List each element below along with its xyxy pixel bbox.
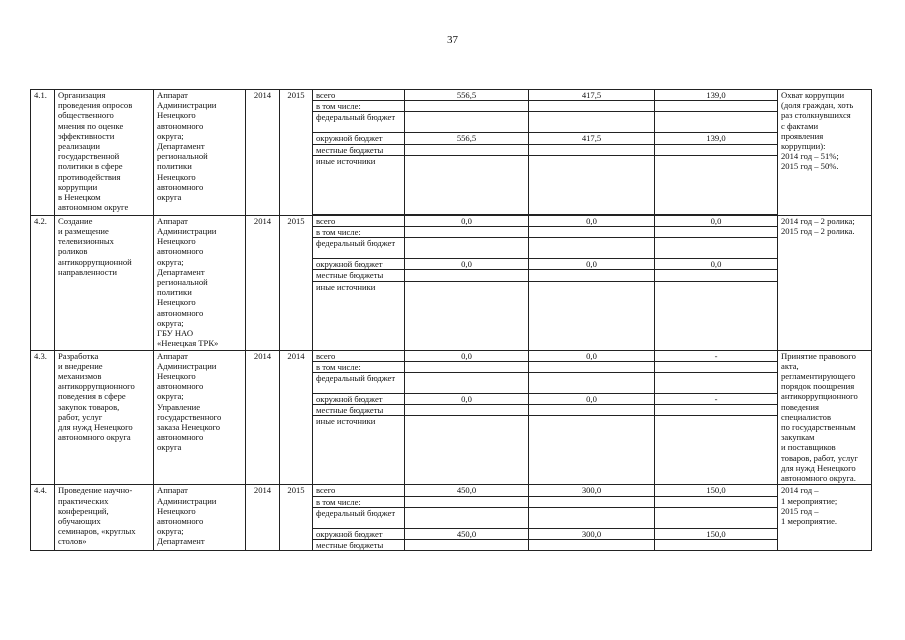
page-number: 37 [447,34,458,46]
total-value: 450,0 [405,485,529,496]
total-value: 150,0 [655,485,778,496]
district-value: 556,5 [405,133,529,144]
district-value: 0,0 [529,394,655,405]
item-executor: Аппарат Администрации Ненецкого автономного округа; Департамент региональной политики Ненецкого автономного округа [154,90,246,216]
item-start-year: 2014 [246,90,280,216]
source-federal-label: федеральный бюджет [313,112,405,133]
item-number: 4.3. [31,350,55,485]
item-start-year: 2014 [246,350,280,485]
total-value: 0,0 [655,215,778,226]
table-row [31,350,872,361]
district-value: 0,0 [655,259,778,270]
item-result: 2014 год – 2 ролика; 2015 год – 2 ролика. [778,215,872,350]
item-start-year: 2014 [246,215,280,350]
total-value: 139,0 [655,90,778,101]
district-value: 300,0 [529,528,655,539]
source-other-label: иные источники [313,155,405,214]
source-local-label: местные бюджеты [313,540,405,551]
program-table [30,89,872,551]
district-value: 150,0 [655,528,778,539]
item-end-year: 2015 [280,215,313,350]
item-executor: Аппарат Администрации Ненецкого автономного округа; Департамент [154,485,246,551]
source-incl-label: в том числе: [313,361,405,372]
source-other-label: иные источники [313,281,405,350]
total-value: 0,0 [529,350,655,361]
table-row [31,90,872,101]
source-total-label: всего [313,215,405,226]
source-total-label: всего [313,350,405,361]
total-value: - [655,350,778,361]
total-value: 417,5 [529,90,655,101]
item-name: Проведение научно- практических конференций, обучающих семинаров, «круглых столов» [55,485,154,551]
item-number: 4.4. [31,485,55,551]
table-row [31,215,872,226]
source-local-label: местные бюджеты [313,270,405,281]
source-other-label: иные источники [313,416,405,485]
item-end-year: 2015 [280,485,313,551]
item-name: Создание и размещение телевизионных роликов антикоррупционной направленности [55,215,154,350]
source-district-label: окружной бюджет [313,259,405,270]
table-row [31,485,872,496]
district-value: - [655,394,778,405]
item-result: Принятие правового акта, регламентирующего порядок поощрения антикоррупционного поведения специалистов по государственным закупкам и поставщиков товаров, работ, услуг для нужд Ненецкого автономного округа. [778,350,872,485]
source-federal-label: федеральный бюджет [313,373,405,394]
total-value: 0,0 [405,215,529,226]
source-district-label: окружной бюджет [313,528,405,539]
item-executor: Аппарат Администрации Ненецкого автономного округа; Департамент региональной политики Ненецкого автономного округа; ГБУ НАО «Ненецкая ТРК» [154,215,246,350]
district-value: 450,0 [405,528,529,539]
item-end-year: 2015 [280,90,313,216]
source-total-label: всего [313,485,405,496]
total-value: 556,5 [405,90,529,101]
source-local-label: местные бюджеты [313,405,405,416]
source-incl-label: в том числе: [313,496,405,507]
district-value: 417,5 [529,133,655,144]
item-result: Охват коррупции (доля граждан, хоть раз столкнувшихся с фактами проявления коррупции): 2014 год – 51%; 2015 год – 50%. [778,90,872,216]
source-incl-label: в том числе: [313,227,405,238]
item-name: Организация проведения опросов общественного мнения по оценке эффективности реализации государственной политики в сфере противодействия коррупции в Ненецком автономном округе [55,90,154,216]
source-total-label: всего [313,90,405,101]
source-federal-label: федеральный бюджет [313,238,405,259]
source-local-label: местные бюджеты [313,144,405,155]
item-executor: Аппарат Администрации Ненецкого автономного округа; Управление государственного заказа Ненецкого автономного округа [154,350,246,485]
item-start-year: 2014 [246,485,280,551]
source-incl-label: в том числе: [313,101,405,112]
item-number: 4.2. [31,215,55,350]
item-end-year: 2014 [280,350,313,485]
item-name: Разработка и внедрение механизмов антикоррупционного поведения в сфере закупок товаров, работ, услуг для нужд Ненецкого автономного округа [55,350,154,485]
total-value: 0,0 [529,215,655,226]
item-number: 4.1. [31,90,55,216]
total-value: 0,0 [405,350,529,361]
item-result: 2014 год – 1 мероприятие; 2015 год – 1 мероприятие. [778,485,872,551]
district-value: 0,0 [405,394,529,405]
source-federal-label: федеральный бюджет [313,507,405,528]
district-value: 0,0 [405,259,529,270]
total-value: 300,0 [529,485,655,496]
district-value: 0,0 [529,259,655,270]
source-district-label: окружной бюджет [313,394,405,405]
source-district-label: окружной бюджет [313,133,405,144]
district-value: 139,0 [655,133,778,144]
